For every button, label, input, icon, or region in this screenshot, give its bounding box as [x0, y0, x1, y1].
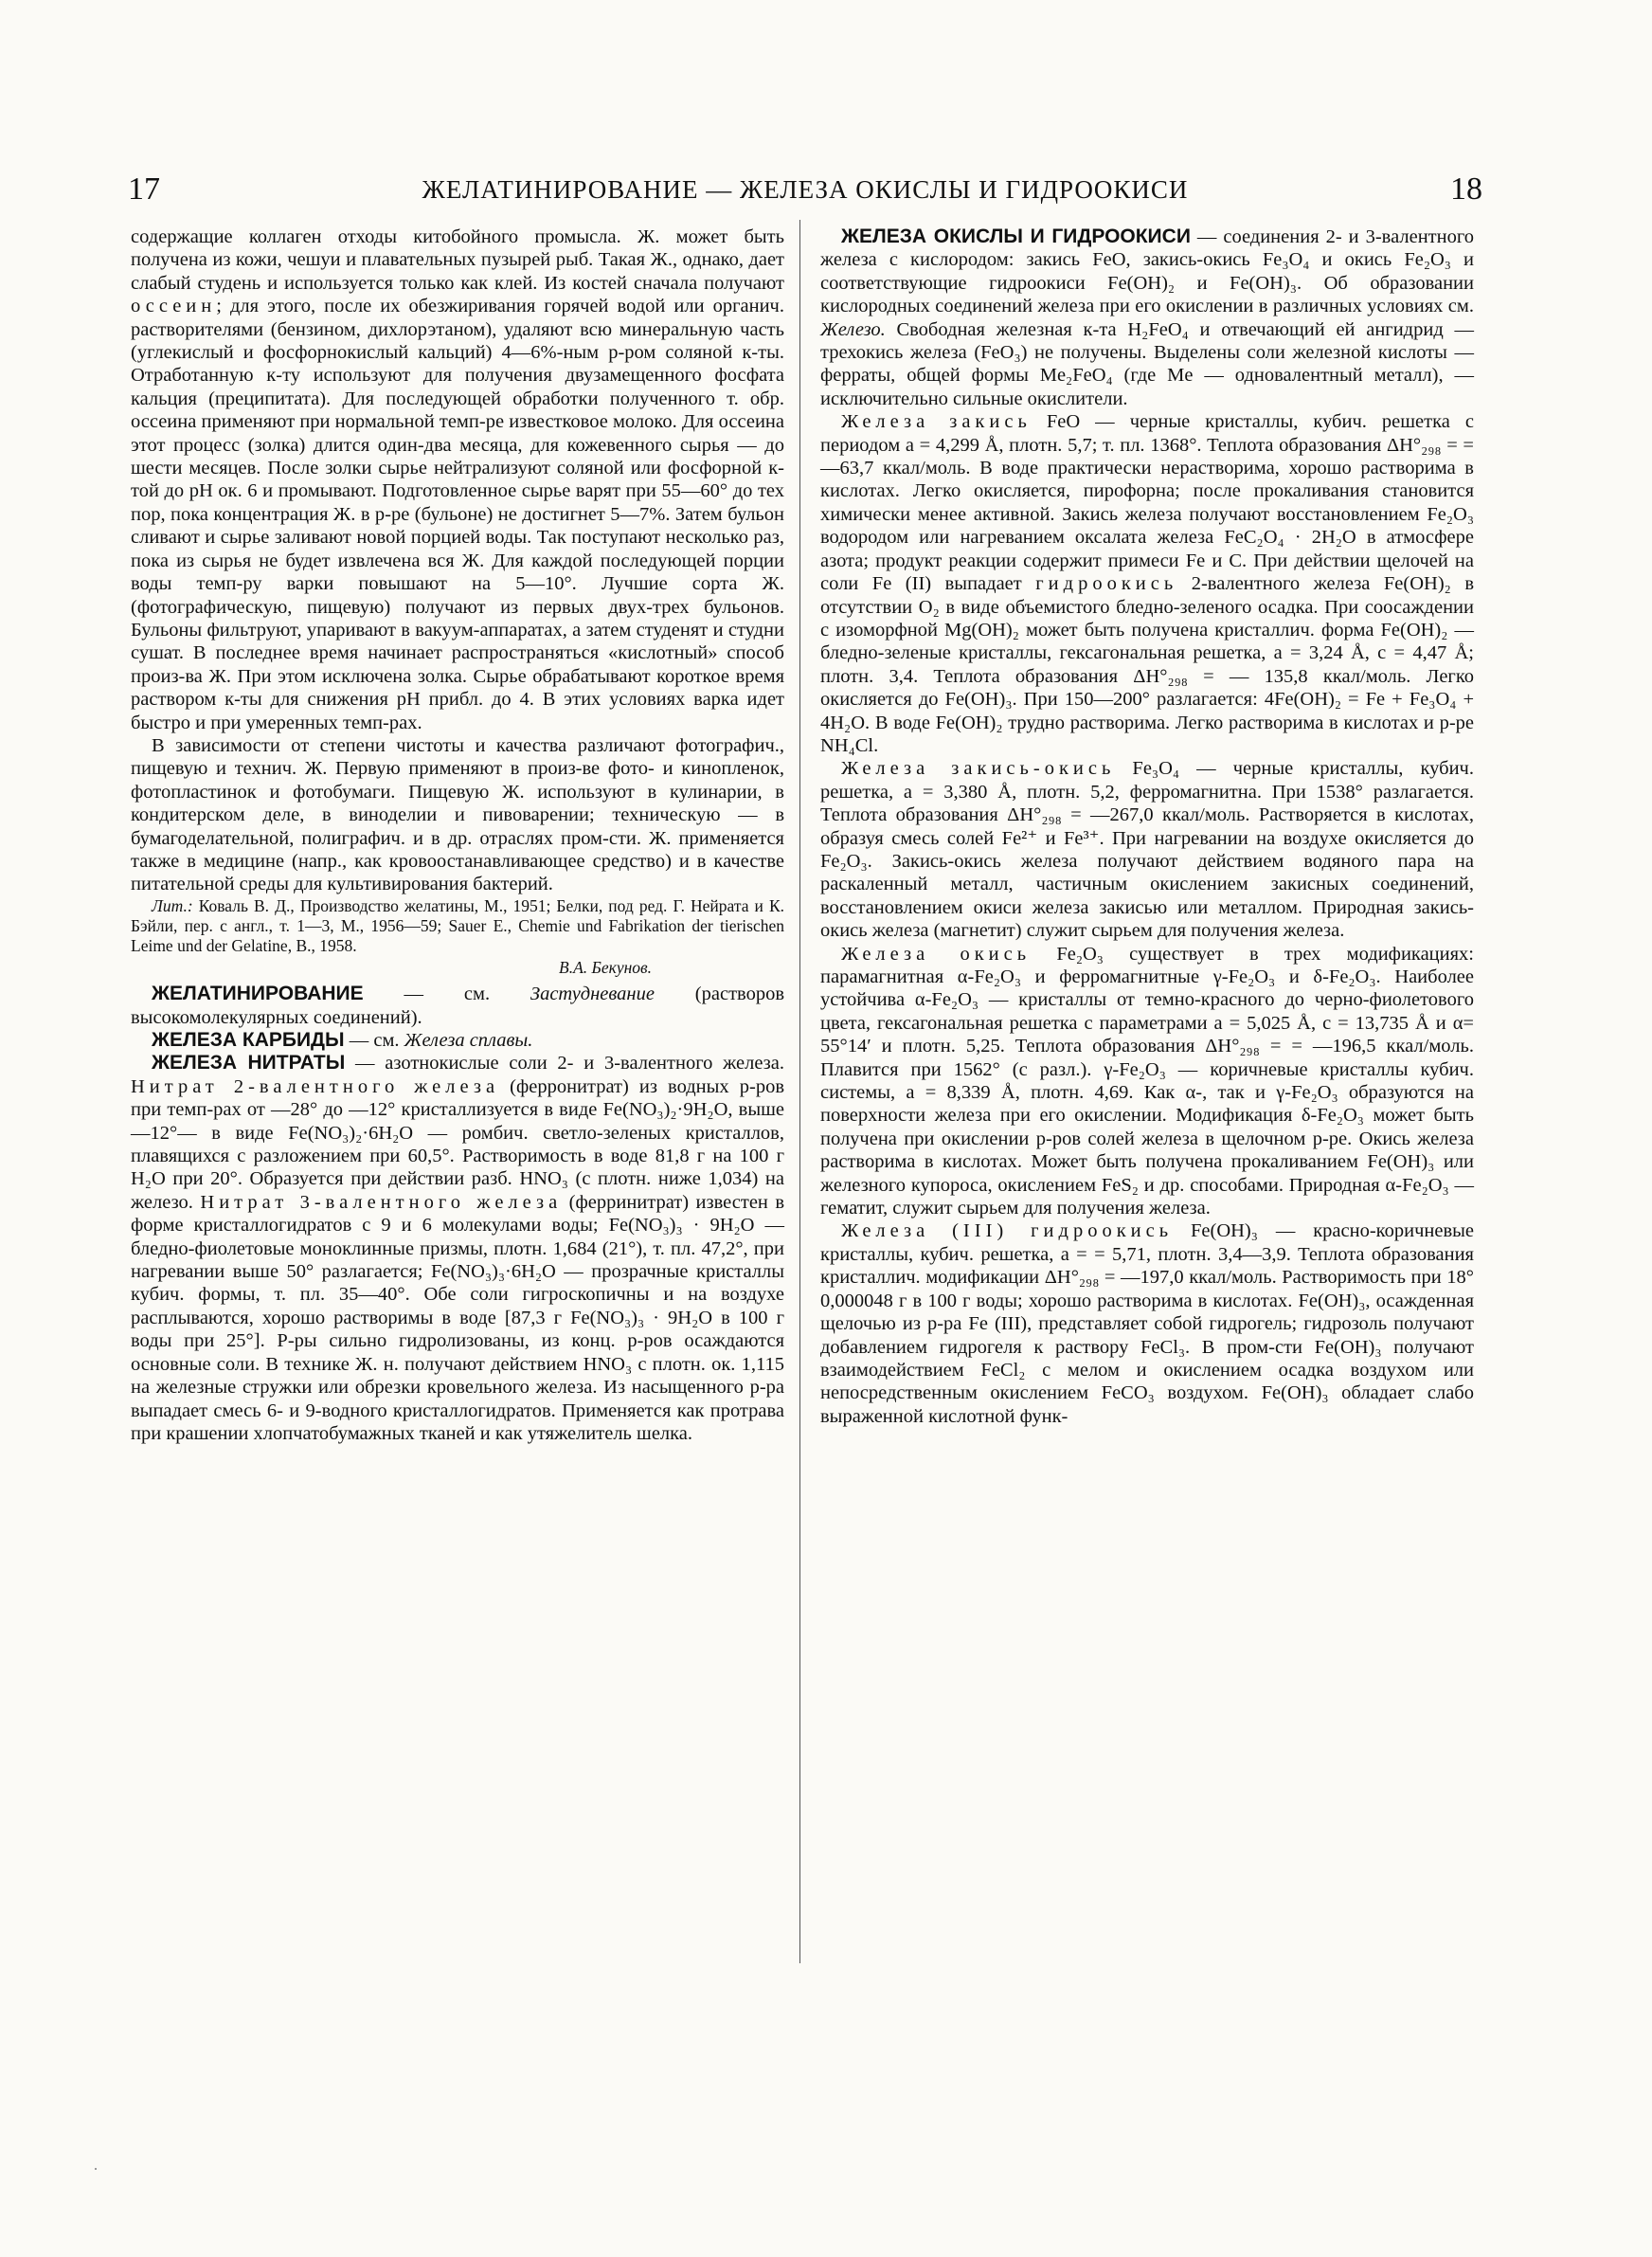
right-column	[820, 226, 1474, 1428]
entry-nitraty: ЖЕЛЕЗА НИТРАТЫ — азотнокислые соли 2- и 3-валентного железа. Нитрат 2-валентного железа (ферронитрат) из водных р-ров при темп-рах от —28° до —12° кристаллизуется в виде Fe(NO₃)₂·9H₂O, выше —12°— в виде Fe(NO₃)₂·6H₂O — ромбич. светло-зеленых кристаллов, плавящихся с разложением при 60,5°. Растворимость в воде 81,8 г на 100 г H₂O при 20°. Образуется при действии разб. HNO₃ (с плотн. ниже 1,034) на железо. Нитрат 3-валентного железа (ферринитрат) известен в форме кристаллогидратов с 9 и 6 молекулами воды; Fe(NO₃)₃ · 9H₂O — бледно-фиолетовые моноклинные призмы, плотн. 1,684 (21°), т. пл. 47,2°, при нагревании выше 50° разлагается; Fe(NO₃)₃·6H₂O — прозрачные кристаллы кубич. формы, т. пл. 35—40°. Обе соли гигроскопичны и на воздухе расплываются, хорошо растворимы в воде [87,3 г Fe(NO₃)₃ · 9H₂O в 100 г воды при 25°]. Р-ры сильно гидролизованы, из конц. р-ров осаждаются основные соли. В технике Ж. н. получают действием HNO₃ с плотн. ок. 1,115 на железные стружки или обрезки кровельного железа. Из насыщенного р-ра выпадает смесь 6- и 9-водного кристаллогидратов. Применяется как протрава при крашении хлопчатобумажных тканей и как утяжелитель шелка.	[131, 1052, 785, 1444]
entry-heading: ЖЕЛЕЗА НИТРАТЫ	[152, 1052, 346, 1074]
subentry-okis: Железа окись Fe₂O₃ существует в трех модификациях: парамагнитная α-Fe₂O₃ и ферромагнитные γ-Fe₂O₃ и δ-Fe₂O₃. Наиболее устойчива α-Fe₂O₃ — кристаллы от темно-красного до черно-фиолетового цвета, гексагональная решетка с параметрами a = 5,025 Å, c = 13,735 Å и α= 55°14′ и плотн. 5,25. Теплота образования ΔH°₂₉₈ = = —196,5 ккал/моль. Плавится при 1562° (с разл.). γ-Fe₂O₃ — коричневые кристаллы кубич. системы, a = 8,339 Å, плотн. 4,69. Как α-, так и γ-Fe₂O₃ образуются на поверхности железа при его окислении. Модификация δ-Fe₂O₃ может быть получена при окислении р-ров солей железа в щелочном р-ре. Окись железа растворима в кислотах. Может быть получена прокаливанием Fe(OH)₃ или железного купороса, окислением FeS₂ и др. способами. Природная α-Fe₂O₃ — гематит, служит сырьем для получения железа.	[820, 943, 1474, 1219]
literature-references: Лит.: Коваль В. Д., Производство желатины, М., 1951; Белки, под ред. Г. Нейрата и К. Бэйли, пер. с англ., т. 1—3, М., 1956—59; Sauer E., Chemie und Fabrikation der tierischen Leime und der Gelatine, B., 1958.	[131, 895, 784, 955]
subentry-zakis-okis: Железа закись-окись Fe₃O₄ — черные кристаллы, кубич. решетка, a = 3,380 Å, плотн. 5,2, ферромагнитна. При 1538° разлагается. Теплота образования ΔH°₂₉₈ = —267,0 ккал/моль. Растворяется в кислотах, образуя смесь солей Fe²⁺ и Fe³⁺. При нагревании на воздухе окисляется до Fe₂O₃. Закись-окись железа получают действием водяного пара на раскаленный металл, частичным окислением закисных соединений, восстановлением окиси железа закисью или металлом. Природная закись-окись железа (магнетит) служит сырьем для получения железа.	[820, 758, 1474, 942]
cross-reference: Железо.	[820, 318, 886, 340]
subentry-title: Нитрат 3-валентного железа	[200, 1191, 563, 1213]
entry-heading: ЖЕЛЕЗА КАРБИДЫ	[152, 1029, 345, 1051]
article-paragraph: В зависимости от степени чистоты и качества различают фотографич., пищевую и технич. Ж. Первую применяют в произ-ве фото- и кинопленок, фотопластинок и фотобумаги. Пищевую Ж. используют в кулинарии, в кондитерском деле, в виноделии и пивоварении; техническую — в бумагоделательной, полиграфич. и в др. отраслях пром-сти. Ж. применяется также в медицине (напр., как кровоостанавливающее средство) и в качестве питательной среды для культивирования бактерий.	[131, 734, 784, 895]
page-header	[128, 169, 1482, 210]
subentry-title: Железа окись	[841, 943, 1032, 965]
subentry-zakis: Железа закись FeO — черные кристаллы, кубич. решетка с периодом a = 4,299 Å, плотн. 5,7; т. пл. 1368°. Теплота образования ΔH°₂₉₈ = = —63,7 ккал/моль. В воде практически нерастворима, хорошо растворима в кислотах. Легко окисляется, пирофорна; после прокаливания становится химически менее активной. Закись железа получают восстановлением Fe₂O₃ водородом или нагреванием оксалата железа FeC₂O₄ · 2H₂O в атмосфере азота; продукт реакции содержит примеси Fe и C. При действии щелочей на соли Fe (II) выпадает гидроокись 2-валентного железа Fe(OH)₂ в отсутствии O₂ в виде объемистого бледно-зеленого осадка. При соосаждении с изоморфной Mg(OH)₂ может быть получена кристаллич. форма Fe(OH)₂ — бледно-зеленые кристаллы, гексагональная решетка, a = 3,24 Å, c = 4,47 Å; плотн. 3,4. Теплота образования ΔH°₂₉₈ = — 135,8 ккал/моль. Легко окисляется до Fe(OH)₃. При 150—200° разлагается: 4Fe(OH)₂ = Fe + Fe₃O₄ + 4H₂O. В воде Fe(OH)₂ трудно растворима. Легко растворима в кислотах и р-ре NH₄Cl.	[820, 411, 1475, 756]
subentry-title: гидроокись	[1035, 573, 1178, 595]
entry-okisly: ЖЕЛЕЗА ОКИСЛЫ И ГИДРООКИСИ — соединения 2- и 3-валентного железа с кислородом: закись FeO, закись-окись Fe₃O₄ и окись Fe₂O₃ и соответствующие гидроокиси Fe(OH)₂ и Fe(OH)₃. Об образовании кислородных соединений железа при его окислении в различных условиях см. Железо. Свободная железная к-та H₂FeO₄ и отвечающий ей ангидрид — трехокись железа (FeO₃) не получены. Выделены соли железной кислоты — ферраты, общей формы Me₂FeO₄ (где Me — одновалентный металл), — исключительно сильные окислители.	[820, 226, 1474, 409]
subentry-title: Железа закись	[841, 411, 1032, 433]
article-paragraph: содержащие коллаген отходы китобойного промысла. Ж. может быть получена из кожи, чешуи и плавательных пузырей рыб. Такая Ж., однако, дает слабый студень и используется только как клей. Из костей сначала получают оссеин; для этого, после их обезжиривания горячей водой или органич. растворителями (бензином, дихлорэтаном), удаляют всю минеральную часть (углекислый и фосфорнокислый кальций) 4—6%-ным р-ром соляной к-ты. Отработанную к-ту используют для получения двузамещенного фосфата кальция (преципитата). Для последующей обработки полученного т. обр. оссеина применяют при нормальной темп-ре известковое молоко. Для оссеина этот процесс (золка) длится один-два месяца, для кожевенного сырья — до шести месяцев. После золки сырье нейтрализуют соляной или фосфорной к-той до pH ок. 6 и промывают. Подготовленное сырье варят при 55—60° до тех пор, пока концентрация Ж. в р-ре (бульоне) не достигнет 5—7%. Затем бульон сливают и сырье заливают новой порцией воды. Так поступают несколько раз, пока из сырья не будет извлечена вся Ж. Для каждой последующей порции воды темп-ру варки повышают на 5—10°. Лучшие сорта Ж. (фотографическую, пищевую) получают из первых двух-трех бульонов. Бульоны фильтруют, упаривают в вакуум-аппаратах, а затем студенят и студни сушат. В последнее время начинает распространяться «кислотный» способ произ-ва Ж. При этом исключена золка. Сырье обрабатывают короткое время раствором к-ты для снижения pH прибл. до 4. В этих условиях варка идет быстро и при умеренных темп-рах.	[131, 226, 784, 733]
cross-reference: Застудневание	[530, 984, 655, 1005]
subentry-title: Железа (III) гидроокись	[841, 1220, 1174, 1242]
scan-speck	[95, 2168, 97, 2170]
page-number-left: 17	[128, 172, 160, 207]
page-number-right: 18	[1450, 172, 1482, 207]
running-title: ЖЕЛАТИНИРОВАНИЕ — ЖЕЛЕЗА ОКИСЛЫ И ГИДРООКИСИ	[422, 174, 1189, 204]
subentry-title: Железа закись-окись	[841, 758, 1116, 780]
column-divider	[799, 220, 800, 1963]
subentry-gidrookis: Железа (III) гидроокись Fe(OH)₃ — красно-коричневые кристаллы, кубич. решетка, a = = 5,71, плотн. 3,4—3,9. Теплота образования кристаллич. модификации ΔH°₂₉₈ = —197,0 ккал/моль. Растворимость при 18° 0,000048 г в 100 г воды; хорошо растворима в кислотах. Fe(OH)₃, осажденная щелочью из р-ра Fe (III), представляет собой гидрогель; гидрозоль получают добавлением гидрогеля к раствору FeCl₃. В пром-сти Fe(OH)₃ получают взаимодействием FeCl₂ с мелом и окислением осадка воздухом или непосредственным окислением FeCO₃ воздухом. Fe(OH)₃ обладает слабо выраженной кислотной функ-	[820, 1220, 1474, 1427]
author-signature: В.А. Бекунов.	[559, 957, 652, 977]
subentry-title: Нитрат 2-валентного железа	[131, 1075, 500, 1097]
entry-gelatinirovanie: ЖЕЛАТИНИРОВАНИЕ — см. Застудневание (растворов высокомолекулярных соединений).	[131, 983, 785, 1028]
left-column	[131, 226, 784, 1445]
entry-heading: ЖЕЛАТИНИРОВАНИЕ	[152, 983, 364, 1005]
entry-heading: ЖЕЛЕЗА ОКИСЛЫ И ГИДРООКИСИ	[841, 226, 1191, 247]
term-spaced: оссеин	[131, 296, 217, 317]
entry-karbidy: ЖЕЛЕЗА КАРБИДЫ — см. Железа сплавы.	[152, 1029, 533, 1051]
cross-reference: Железа сплавы.	[404, 1030, 533, 1051]
